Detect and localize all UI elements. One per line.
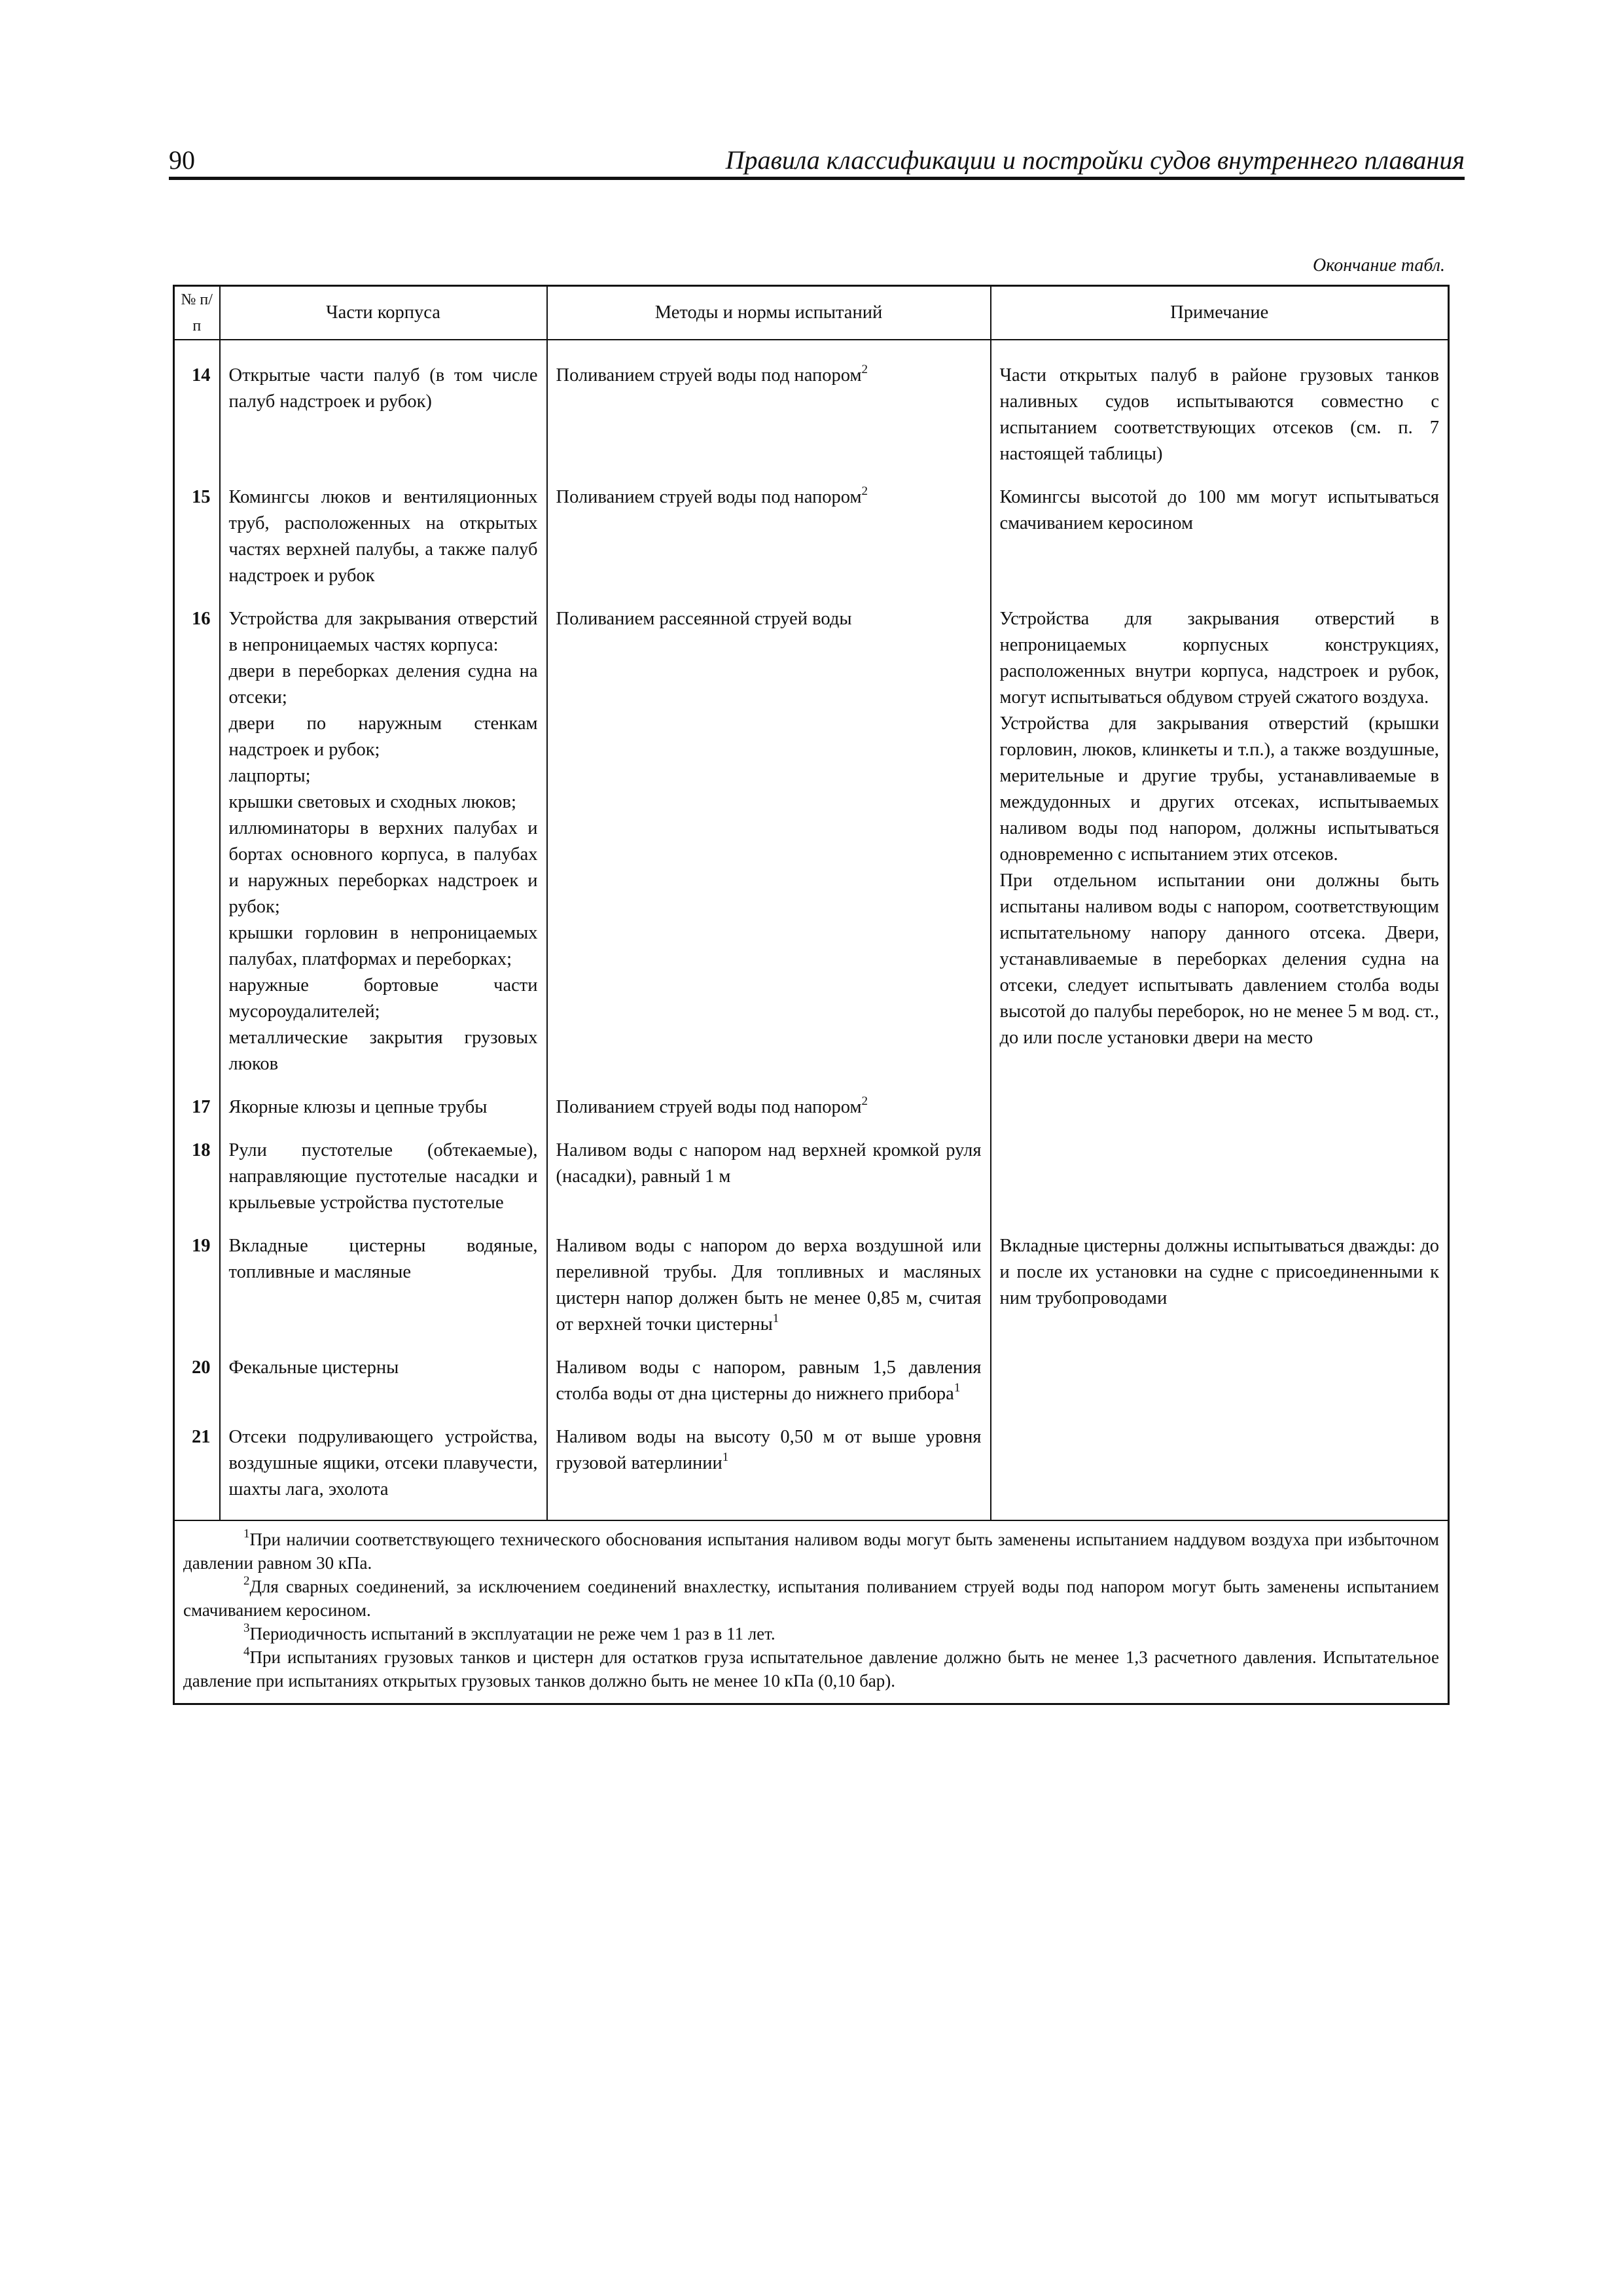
row-note xyxy=(991,1424,1449,1520)
row-method: Поливанием рассеянной струей воды xyxy=(547,606,991,1094)
row-part: Комингсы люков и вентиляционных труб, расположенных на открытых частях верхней палубы, а также палуб надстроек и рубок xyxy=(220,484,547,606)
table-footnotes-row xyxy=(174,1520,1449,1704)
part-line: наружные бортовые части мусороудалителей; xyxy=(228,975,538,1022)
footnote-ref: 1 xyxy=(772,1312,779,1325)
row-note xyxy=(991,606,1449,1094)
row-number: 17 xyxy=(174,1094,220,1138)
row-note: Комингсы высотой до 100 мм могут испытываться смачиванием керосином xyxy=(991,484,1449,606)
table-continuation-label: Окончание табл. xyxy=(1313,255,1445,276)
row-note: Вкладные цистерны должны испытываться дважды: до и после их установки на судне с присоединенными к ним трубопроводами xyxy=(991,1233,1449,1355)
row-note xyxy=(991,1138,1449,1233)
table-row xyxy=(174,606,1449,1094)
column-header-number: № п/п xyxy=(174,286,220,340)
part-line: двери в переборках деления судна на отсеки; xyxy=(228,661,538,708)
part-line: Устройства для закрывания отверстий в непроницаемых частях корпуса: xyxy=(228,609,538,655)
footnote-ref: 2 xyxy=(861,1094,868,1108)
row-part: Отсеки подруливающего устройства, воздушные ящики, отсеки плавучести, шахты лага, эхолота xyxy=(220,1424,547,1520)
footnote-ref: 2 xyxy=(861,363,868,376)
column-header-note: Примечание xyxy=(991,286,1449,340)
table-header-row xyxy=(174,286,1449,340)
note-paragraph: Устройства для закрывания отверстий в непроницаемых корпусных конструкциях, расположенных внутри корпуса, надстроек и рубок, могут испытываться обдувом струей сжатого воздуха. xyxy=(999,609,1439,708)
row-part xyxy=(220,606,547,1094)
row-number: 14 xyxy=(174,340,220,484)
footnote-ref: 2 xyxy=(861,484,868,498)
row-part: Рули пустотелые (обтекаемые), направляющие пустотелые насадки и крыльевые устройства пустотелые xyxy=(220,1138,547,1233)
row-method: Поливанием струей воды под напором$^2$ xyxy=(547,484,991,606)
table-row xyxy=(174,1355,1449,1424)
footnotes xyxy=(174,1520,1449,1704)
part-line: крышки горловин в непроницаемых палубах, платформах и переборках; xyxy=(228,923,538,969)
footnote: $^2$Для сварных соединений, за исключением соединений внахлестку, испытания поливанием струей воды под напором могут быть заменены испытанием смачиванием керосином. xyxy=(183,1574,1439,1620)
running-title: Правила классификации и постройки судов внутреннего плавания xyxy=(725,145,1465,175)
row-part: Фекальные цистерны xyxy=(220,1355,547,1424)
row-number: 15 xyxy=(174,484,220,606)
table-row xyxy=(174,340,1449,484)
column-header-method: Методы и нормы испытаний xyxy=(547,286,991,340)
row-part: Якорные клюзы и цепные трубы xyxy=(220,1094,547,1138)
row-method: Наливом воды с напором над верхней кромкой руля (насадки), равный 1 м xyxy=(547,1138,991,1233)
note-paragraph: Устройства для закрывания отверстий (крышки горловин, люков, клинкеты и т.п.), а также воздушные, мерительные и другие трубы, устанавливаемые в междудонных и других отсеках, испытываемых наливом воды под напором, должны испытываться одновременно с испытанием этих отсеков. xyxy=(999,713,1439,865)
row-method: Наливом воды на высоту 0,50 м от выше уровня грузовой ватерлинии$^1$ xyxy=(547,1424,991,1520)
row-part: Вкладные цистерны водяные, топливные и масляные xyxy=(220,1233,547,1355)
table-row xyxy=(174,1424,1449,1520)
note-paragraph: При отдельном испытании они должны быть испытаны наливом воды с напором, соответствующим испытательному напору данного отсека. Двери, устанавливаемые в переборках деления судна на отсеки, следует испытывать давлением столба воды высотой до палубы переборок, но не менее 5 м вод. ст., до или после установки двери на место xyxy=(999,870,1439,1048)
part-line: лацпорты; xyxy=(228,766,311,786)
footnote-ref: 1 xyxy=(954,1381,961,1395)
row-method: Поливанием струей воды под напором$^2$ xyxy=(547,340,991,484)
part-line: крышки световых и сходных люков; xyxy=(228,792,516,812)
row-number: 19 xyxy=(174,1233,220,1355)
testing-table xyxy=(173,285,1450,1705)
row-number: 18 xyxy=(174,1138,220,1233)
row-method: Поливанием струей воды под напором$^2$ xyxy=(547,1094,991,1138)
row-note xyxy=(991,1094,1449,1138)
row-method: Наливом воды с напором до верха воздушной или переливной трубы. Для топливных и масляных цистерн напор должен быть не менее 0,85 м, считая от верхней точки цистерны$^1$ xyxy=(547,1233,991,1355)
row-method: Наливом воды с напором, равным 1,5 давления столба воды от дна цистерны до нижнего прибора$^1$ xyxy=(547,1355,991,1424)
part-line: двери по наружным стенкам надстроек и рубок; xyxy=(228,713,538,760)
row-number: 20 xyxy=(174,1355,220,1424)
footnote: $^4$При испытаниях грузовых танков и цистерн для остатков груза испытательное давление должно быть не менее 1,3 расчетного давления. Испытательное давление при испытаниях открытых грузовых танков должно быть не менее 10 кПа (0,10 бар). xyxy=(183,1645,1439,1691)
part-line: иллюминаторы в верхних палубах и бортах основного корпуса, в палубах и наружных переборках надстроек и рубок; xyxy=(228,818,538,917)
column-header-part: Части корпуса xyxy=(220,286,547,340)
part-line: металлические закрытия грузовых люков xyxy=(228,1028,538,1074)
footnote: $^3$Периодичность испытаний в эксплуатации не реже чем 1 раз в 11 лет. xyxy=(243,1621,776,1643)
row-note: Части открытых палуб в районе грузовых танков наливных судов испытываются совместно с испытанием соответствующих отсеков (см. п. 7 настоящей таблицы) xyxy=(991,340,1449,484)
table-row xyxy=(174,1138,1449,1233)
row-number: 16 xyxy=(174,606,220,1094)
row-note xyxy=(991,1355,1449,1424)
table-row xyxy=(174,484,1449,606)
table-row xyxy=(174,1233,1449,1355)
footnote-ref: 1 xyxy=(722,1450,729,1464)
header-rule xyxy=(169,177,1465,180)
footnote: $^1$При наличии соответствующего технического обоснования испытания наливом воды могут быть заменены испытанием наддувом воздуха при избыточном давлении равном 30 кПа. xyxy=(183,1527,1439,1573)
row-number: 21 xyxy=(174,1424,220,1520)
row-part: Открытые части палуб (в том числе палуб надстроек и рубок) xyxy=(220,340,547,484)
page-number: 90 xyxy=(169,145,195,175)
table-row xyxy=(174,1094,1449,1138)
